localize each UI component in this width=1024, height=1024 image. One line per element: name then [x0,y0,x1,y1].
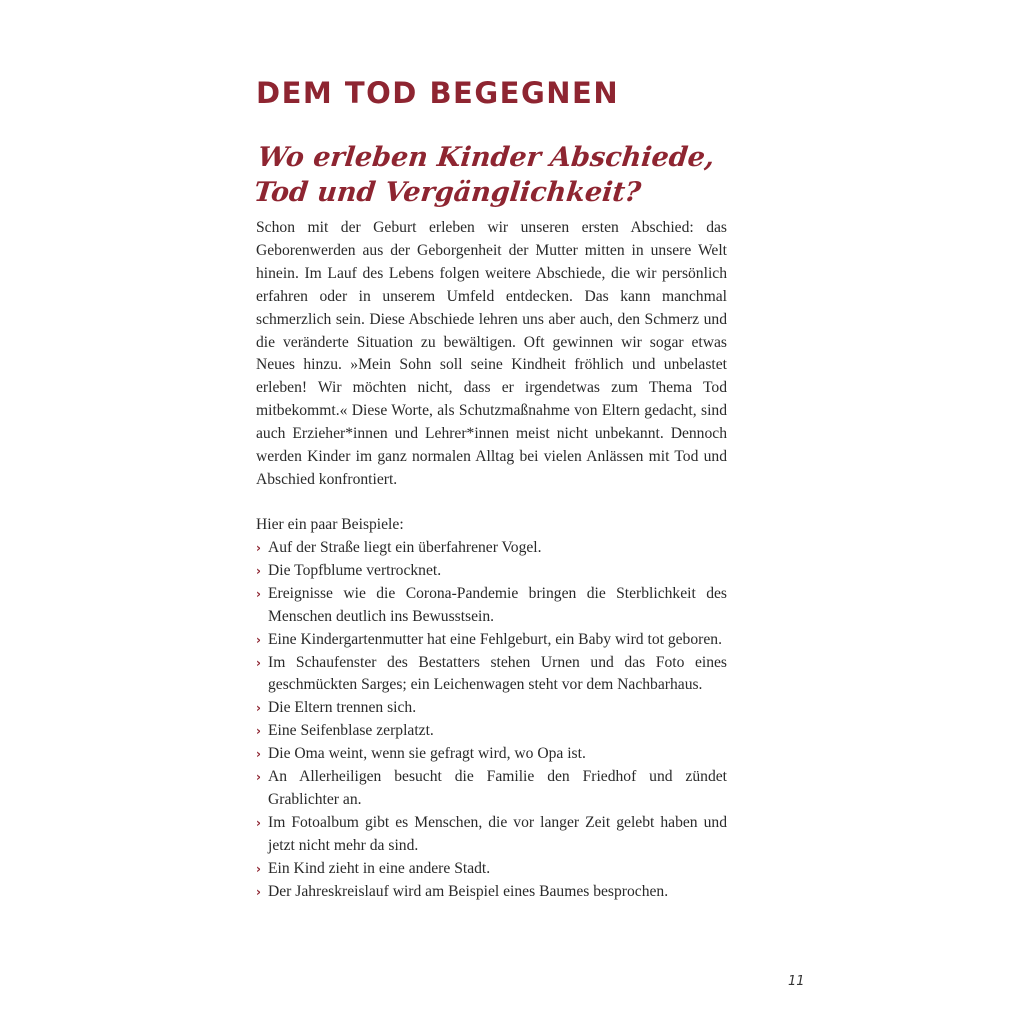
section-title: DEM TOD BEGEGNEN [256,76,620,110]
chevron-right-icon: › [256,884,261,899]
chevron-right-icon: › [256,747,261,762]
chevron-right-icon: › [256,632,261,647]
list-item: › Ereignisse wie die Corona-Pandemie bringen die Sterblichkeit des Menschen deutlich ins Bewusstsein. [256,584,727,625]
list-item: › An Allerheiligen besucht die Familie den Friedhof und zündet Grablichter an. [256,768,727,808]
list-item: › Auf der Straße liegt ein überfahrener Vogel. [256,537,727,560]
list-item: › Eine Seifenblase zerplatzt. [256,720,727,743]
list-item: › Im Fotoalbum gibt es Menschen, die vor langer Zeit gelebt haben und jetzt nicht mehr da sind. [256,813,727,854]
list-item: › Der Jahreskreislauf wird am Beispiel eines Baumes besprochen. [256,881,727,904]
chevron-right-icon: › [256,701,261,716]
chevron-right-icon: › [256,770,261,785]
list-item: › Die Topfblume vertrocknet. [256,560,727,583]
chevron-right-icon: › [256,541,261,555]
chevron-right-icon: › [256,655,261,670]
chevron-right-icon: › [256,563,261,578]
list-item: › Im Schaufenster des Bestatters stehen Urnen und das Foto eines geschmückten Sarges; ein Leichenwagen steht vor dem Nachbarhaus. [256,653,727,694]
chevron-right-icon: › [256,724,261,739]
examples-list [256,537,727,904]
chevron-right-icon: › [256,861,261,876]
list-item: › Eine Kindergartenmutter hat eine Fehlgeburt, ein Baby wird tot geboren. [256,629,727,652]
examples-intro: Hier ein paar Beispiele: [256,516,404,533]
subtitle-question: Wo erleben Kinder Abschiede, Tod und Vergänglichkeit? [252,142,716,208]
intro-paragraph: Schon mit der Geburt erleben wir unseren ersten Abschied: das Geborenwerden aus der Geborgenheit der Mutter mitten in unsere Welt hinein. Im Lauf des Lebens folgen weitere Abschiede, die wir persönlich erfahren oder in unserem Umfeld entdecken. Das kann manchmal schmerzlich sein. Diese Abschiede lehren uns aber auch, den Schmerz und die veränderte Situation zu bewältigen. Oft gewinnen wir sogar etwas Neues hinzu. »Mein Sohn soll seine Kindheit fröhlich und unbelastet erleben! Wir möchten nicht, dass er irgendetwas zum Thema Tod mitbekommt.« Diese Worte, als Schutzmaßnahme von Eltern gedacht, sind auch Erzieher*innen und Lehrer*innen meist nicht unbekannt. Dennoch werden Kinder im ganz normalen Alltag bei vielen Anlässen mit Tod und Abschied konfrontiert. [256,219,727,488]
page-number: 11 [788,974,805,989]
list-item: › Die Oma weint, wenn sie gefragt wird, wo Opa ist. [256,743,727,766]
chevron-right-icon: › [256,586,261,601]
chevron-right-icon: › [256,815,261,830]
list-item: › Ein Kind zieht in eine andere Stadt. [256,858,727,881]
list-item: › Die Eltern trennen sich. [256,697,727,720]
